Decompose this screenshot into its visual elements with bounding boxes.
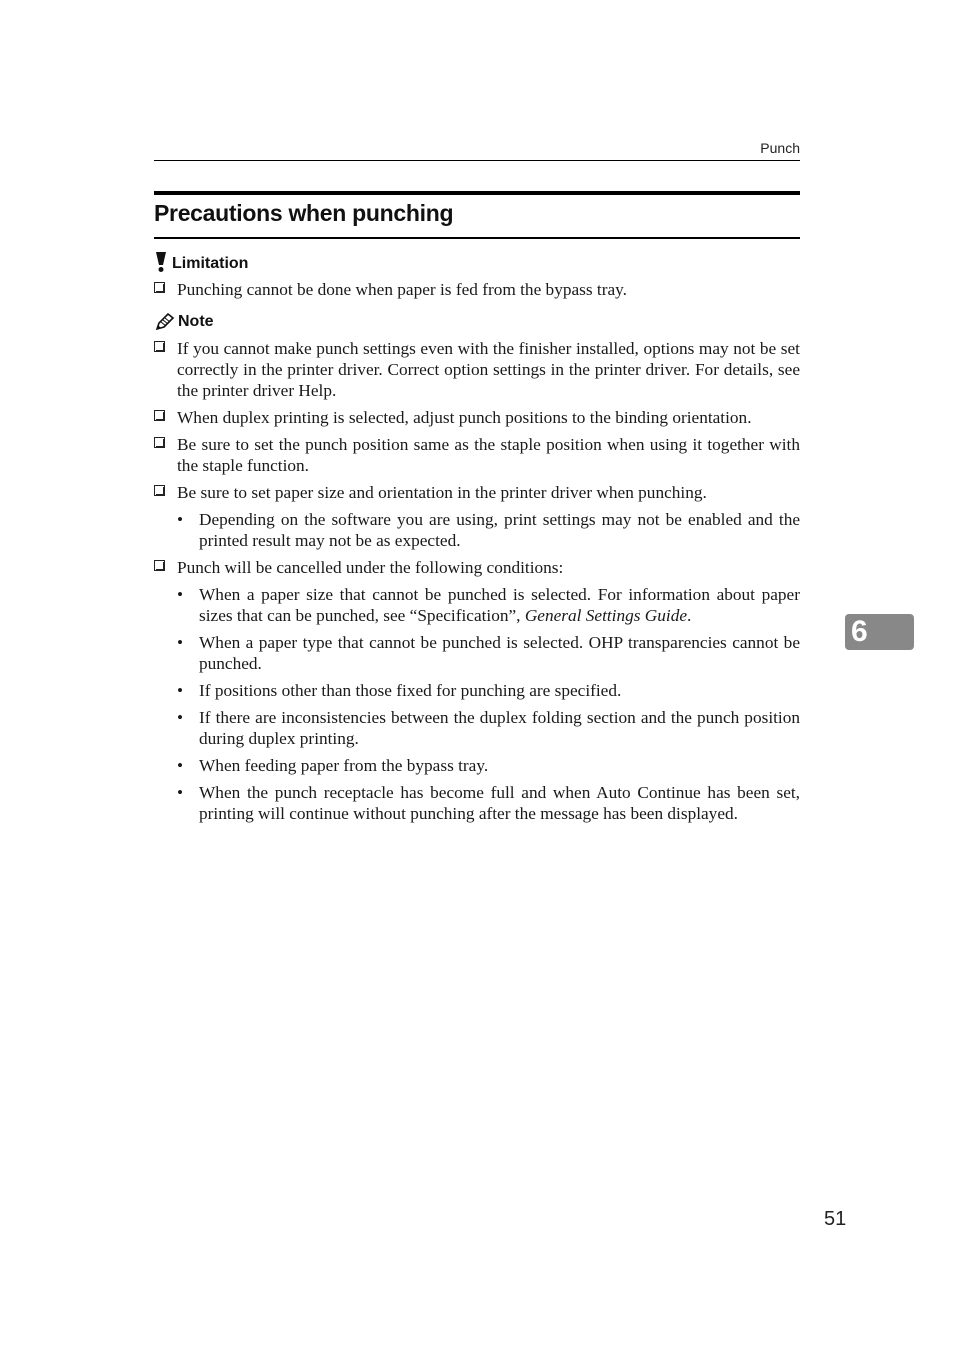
- page-number: 51: [824, 1208, 847, 1230]
- bullet-icon: •: [177, 783, 184, 802]
- sub-list-item: • When a paper size that cannot be punched is selected. For information about paper sizes that can be punched, see “Specification”, General Settings Guide.: [177, 585, 800, 625]
- checkbox-bullet-icon: [154, 560, 165, 571]
- bullet-icon: •: [177, 633, 184, 652]
- bullet-icon: •: [177, 681, 184, 700]
- bullet-icon: •: [177, 585, 184, 604]
- sub-list-item: • When feeding paper from the bypass tray.: [177, 756, 489, 775]
- sub-list-item: • When a paper type that cannot be punched is selected. OHP transparencies cannot be punched.: [177, 633, 800, 673]
- list-item: If you cannot make punch settings even with the finisher installed, options may not be set correctly in the printer driver. Correct option settings in the printer driver. For details, see the printer driver Help.: [154, 338, 800, 401]
- note-label: Note: [178, 313, 214, 330]
- sub-list-item: • If there are inconsistencies between the duplex folding section and the punch position during duplex printing.: [177, 708, 800, 748]
- title-bottom-rule: [154, 237, 800, 239]
- list-item: Be sure to set the punch position same as the staple position when using it together with the staple function.: [154, 434, 800, 476]
- guide-reference: General Settings Guide: [524, 606, 688, 625]
- checkbox-bullet-icon: [154, 341, 165, 352]
- chapter-tab: 6: [845, 614, 914, 650]
- list-item: Be sure to set paper size and orientation in the printer driver when punching.: [154, 482, 800, 503]
- bullet-icon: •: [177, 756, 184, 775]
- bullet-icon: •: [177, 708, 184, 727]
- note-list: [154, 338, 800, 830]
- note-heading: [154, 313, 214, 331]
- sub-list-item: • If positions other than those fixed for punching are specified.: [177, 681, 622, 700]
- checkbox-bullet-icon: [154, 485, 165, 496]
- list-item: Punch will be cancelled under the following conditions:: [154, 557, 800, 578]
- list-item: When duplex printing is selected, adjust punch positions to the binding orientation.: [154, 407, 800, 428]
- limitation-icon: [154, 251, 168, 273]
- bullet-icon: •: [177, 510, 184, 529]
- page-title: Precautions when punching: [154, 200, 454, 226]
- pencil-icon: [154, 313, 174, 331]
- limitation-label: Limitation: [172, 255, 249, 272]
- running-header: [154, 140, 800, 161]
- limitation-heading: [154, 251, 248, 273]
- header-section-name: Punch: [760, 140, 800, 156]
- checkbox-bullet-icon: [154, 437, 165, 448]
- checkbox-bullet-icon: [154, 282, 165, 293]
- title-top-rule: [154, 191, 800, 195]
- sub-list-item: • Depending on the software you are using, print settings may not be enabled and the printed result may not be as expected.: [177, 510, 800, 550]
- sub-list-item: • When the punch receptacle has become full and when Auto Continue has been set, printing will continue without punching after the message has been displayed.: [177, 783, 800, 823]
- list-item: Punching cannot be done when paper is fed from the bypass tray.: [154, 279, 800, 300]
- limitation-list: [154, 279, 800, 306]
- checkbox-bullet-icon: [154, 410, 165, 421]
